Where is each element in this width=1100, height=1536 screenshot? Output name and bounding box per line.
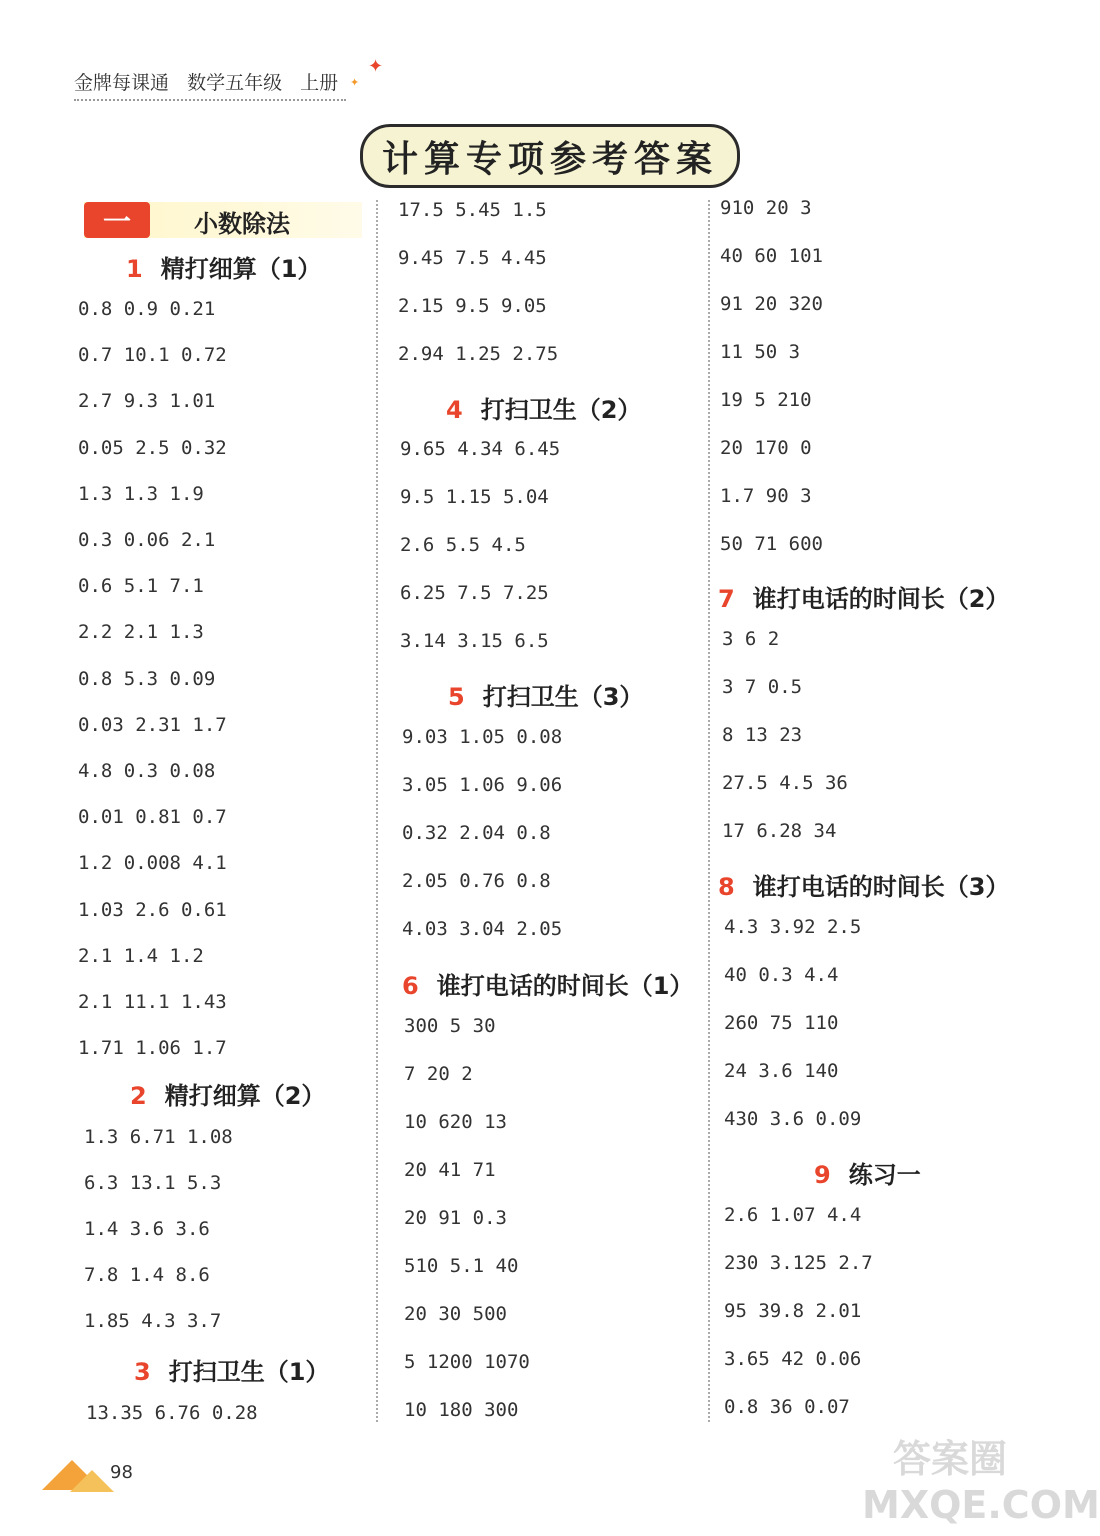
answer-row: 3.14 3.15 6.5 — [400, 630, 549, 652]
answer-row: 2.7 9.3 1.01 — [78, 390, 216, 413]
answer-row: 2.2 2.1 1.3 — [78, 621, 204, 644]
answer-row: 19 5 210 — [720, 389, 812, 411]
answer-row: 40 0.3 4.4 — [724, 964, 839, 986]
answer-row: 0.6 5.1 7.1 — [78, 575, 204, 598]
section-heading: 8 谁打电话的时间长（3） — [718, 873, 1010, 901]
answer-row: 9.45 7.5 4.45 — [398, 247, 547, 269]
answer-row: 1.3 6.71 1.08 — [84, 1126, 233, 1148]
answer-row: 2.05 0.76 0.8 — [402, 870, 551, 892]
answer-row: 20 170 0 — [720, 437, 812, 459]
section-heading: 5 打扫卫生（3） — [448, 683, 644, 711]
section-heading: 7 谁打电话的时间长（2） — [718, 585, 1010, 613]
watermark: 答案圈 MXQE.COM — [862, 1437, 1100, 1527]
answer-row: 20 91 0.3 — [404, 1207, 507, 1229]
answer-row: 5 1200 1070 — [404, 1351, 530, 1373]
answer-row: 9.5 1.15 5.04 — [400, 486, 549, 508]
section-heading: 1 精打细算（1） — [126, 255, 322, 283]
answer-row: 0.03 2.31 1.7 — [78, 713, 227, 736]
answer-row: 20 41 71 — [404, 1159, 496, 1181]
title-banner — [360, 124, 740, 188]
answer-row: 3 7 0.5 — [722, 676, 803, 698]
answer-row: 20 30 500 — [404, 1303, 507, 1325]
answer-row: 260 75 110 — [724, 1012, 839, 1034]
answer-row: 9.65 4.34 6.45 — [400, 438, 561, 460]
mountain-icon — [70, 1470, 114, 1492]
answer-row: 1.2 0.008 4.1 — [78, 852, 227, 875]
answer-row: 1.7 90 3 — [720, 485, 812, 507]
answer-row: 4.8 0.3 0.08 — [78, 760, 216, 782]
header-divider — [74, 99, 346, 101]
answer-row: 230 3.125 2.7 — [724, 1252, 873, 1274]
page-number: 98 — [110, 1462, 133, 1483]
answer-row: 50 71 600 — [720, 533, 823, 555]
chapter-heading — [84, 202, 362, 238]
answer-row: 4.03 3.04 2.05 — [402, 918, 563, 940]
book-name: 金牌每课通 — [74, 72, 170, 94]
answer-row: 3.65 42 0.06 — [724, 1348, 862, 1370]
answer-row: 17.5 5.45 1.5 — [398, 199, 547, 221]
answer-row: 6.25 7.5 7.25 — [400, 582, 549, 604]
answer-row: 300 5 30 — [404, 1015, 496, 1037]
answer-row: 1.03 2.6 0.61 — [78, 898, 227, 921]
answer-row: 2.6 1.07 4.4 — [724, 1204, 862, 1226]
volume-name: 上册 — [300, 72, 339, 94]
answer-row: 40 60 101 — [720, 245, 823, 267]
section-heading: 3 打扫卫生（1） — [134, 1358, 330, 1386]
chapter-title: 小数除法 — [194, 210, 290, 238]
page-header — [74, 68, 350, 95]
answer-row: 6.3 13.1 5.3 — [84, 1172, 222, 1194]
answer-row: 0.01 0.81 0.7 — [78, 806, 227, 829]
answer-row: 1.3 1.3 1.9 — [78, 482, 204, 505]
answer-row: 0.05 2.5 0.32 — [78, 436, 227, 459]
answer-row: 1.71 1.06 1.7 — [78, 1037, 227, 1060]
section-heading: 9 练习一 — [814, 1161, 921, 1189]
answer-row: 2.6 5.5 4.5 — [400, 534, 526, 556]
answer-row: 17 6.28 34 — [722, 820, 837, 842]
answer-row: 910 20 3 — [720, 197, 812, 219]
star-icon: ✦ — [368, 56, 384, 77]
answer-row: 510 5.1 40 — [404, 1255, 519, 1277]
answer-row: 10 620 13 — [404, 1111, 507, 1133]
chapter-number: 一 — [84, 202, 150, 238]
subject-name: 数学五年级 — [187, 72, 283, 94]
answer-row: 0.32 2.04 0.8 — [402, 822, 551, 844]
answer-row: 3.05 1.06 9.06 — [402, 774, 563, 796]
answer-row: 2.1 1.4 1.2 — [78, 944, 204, 967]
answer-row: 27.5 4.5 36 — [722, 772, 848, 794]
answer-row: 1.85 4.3 3.7 — [84, 1310, 222, 1332]
answer-row: 1.4 3.6 3.6 — [84, 1218, 210, 1240]
answer-row: 10 180 300 — [404, 1399, 519, 1421]
answer-row: 2.1 11.1 1.43 — [78, 991, 227, 1013]
small-star-icon: ✦ — [350, 76, 360, 89]
answer-row: 91 20 320 — [720, 293, 823, 315]
column-divider-2 — [708, 200, 710, 1422]
answer-row: 2.94 1.25 2.75 — [398, 343, 559, 365]
answer-row: 430 3.6 0.09 — [724, 1108, 862, 1130]
column-divider-1 — [376, 200, 378, 1422]
answer-row: 24 3.6 140 — [724, 1060, 839, 1082]
answer-row: 2.15 9.5 9.05 — [398, 295, 547, 317]
answer-row: 4.3 3.92 2.5 — [724, 916, 862, 938]
section-heading: 4 打扫卫生（2） — [446, 396, 642, 424]
answer-row: 9.03 1.05 0.08 — [402, 726, 563, 748]
page-title: 计算专项参考答案 — [381, 138, 718, 180]
answer-row: 95 39.8 2.01 — [724, 1300, 862, 1322]
answer-row: 0.8 36 0.07 — [724, 1396, 850, 1418]
section-heading: 2 精打细算（2） — [130, 1082, 326, 1110]
answer-row: 7 20 2 — [404, 1063, 473, 1085]
answer-row: 11 50 3 — [720, 341, 801, 363]
answer-row: 8 13 23 — [722, 724, 803, 746]
answer-row: 13.35 6.76 0.28 — [86, 1402, 258, 1424]
answer-row: 3 6 2 — [722, 628, 780, 650]
answer-row: 0.8 5.3 0.09 — [78, 667, 216, 690]
answer-row: 0.8 0.9 0.21 — [78, 298, 216, 320]
answer-row: 0.3 0.06 2.1 — [78, 529, 216, 551]
section-heading: 6 谁打电话的时间长（1） — [402, 972, 694, 1000]
answer-row: 7.8 1.4 8.6 — [84, 1264, 210, 1286]
answer-row: 0.7 10.1 0.72 — [78, 344, 227, 367]
